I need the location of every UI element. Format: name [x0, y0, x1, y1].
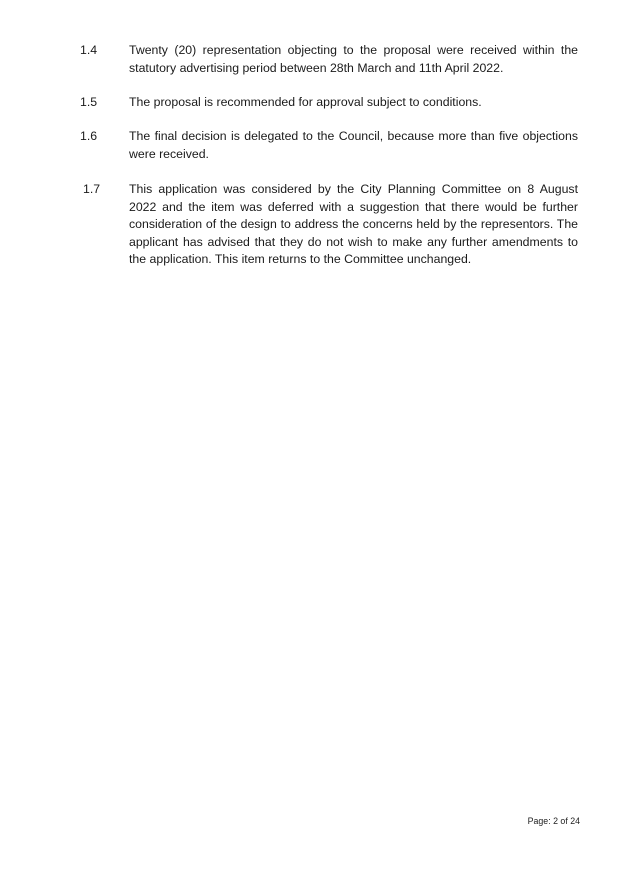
- paragraph-number: 1.7: [83, 182, 101, 196]
- paragraph-text: This application was considered by the City Planning Committee on 8 August 2022 and the item was deferred with a suggestion that there would be further consideration of the design to address the concerns held by the representors. The applicant has advised that they do not wish to make any further amendments to the application. This item returns to the Committee unchanged.: [129, 182, 578, 266]
- paragraph-text: Twenty (20) representation objecting to the proposal were received within the statutory advertising period between 28th March and 11th April 2022.: [129, 43, 578, 75]
- paragraph-number: 1.6: [80, 129, 98, 143]
- paragraph-text: The final decision is delegated to the Council, because more than five objections were received.: [129, 129, 578, 161]
- paragraph-number: 1.4: [80, 43, 98, 57]
- paragraph-text: The proposal is recommended for approval subject to conditions.: [129, 95, 482, 109]
- page-number: Page: 2 of 24: [527, 816, 580, 826]
- paragraph-number: 1.5: [80, 95, 98, 109]
